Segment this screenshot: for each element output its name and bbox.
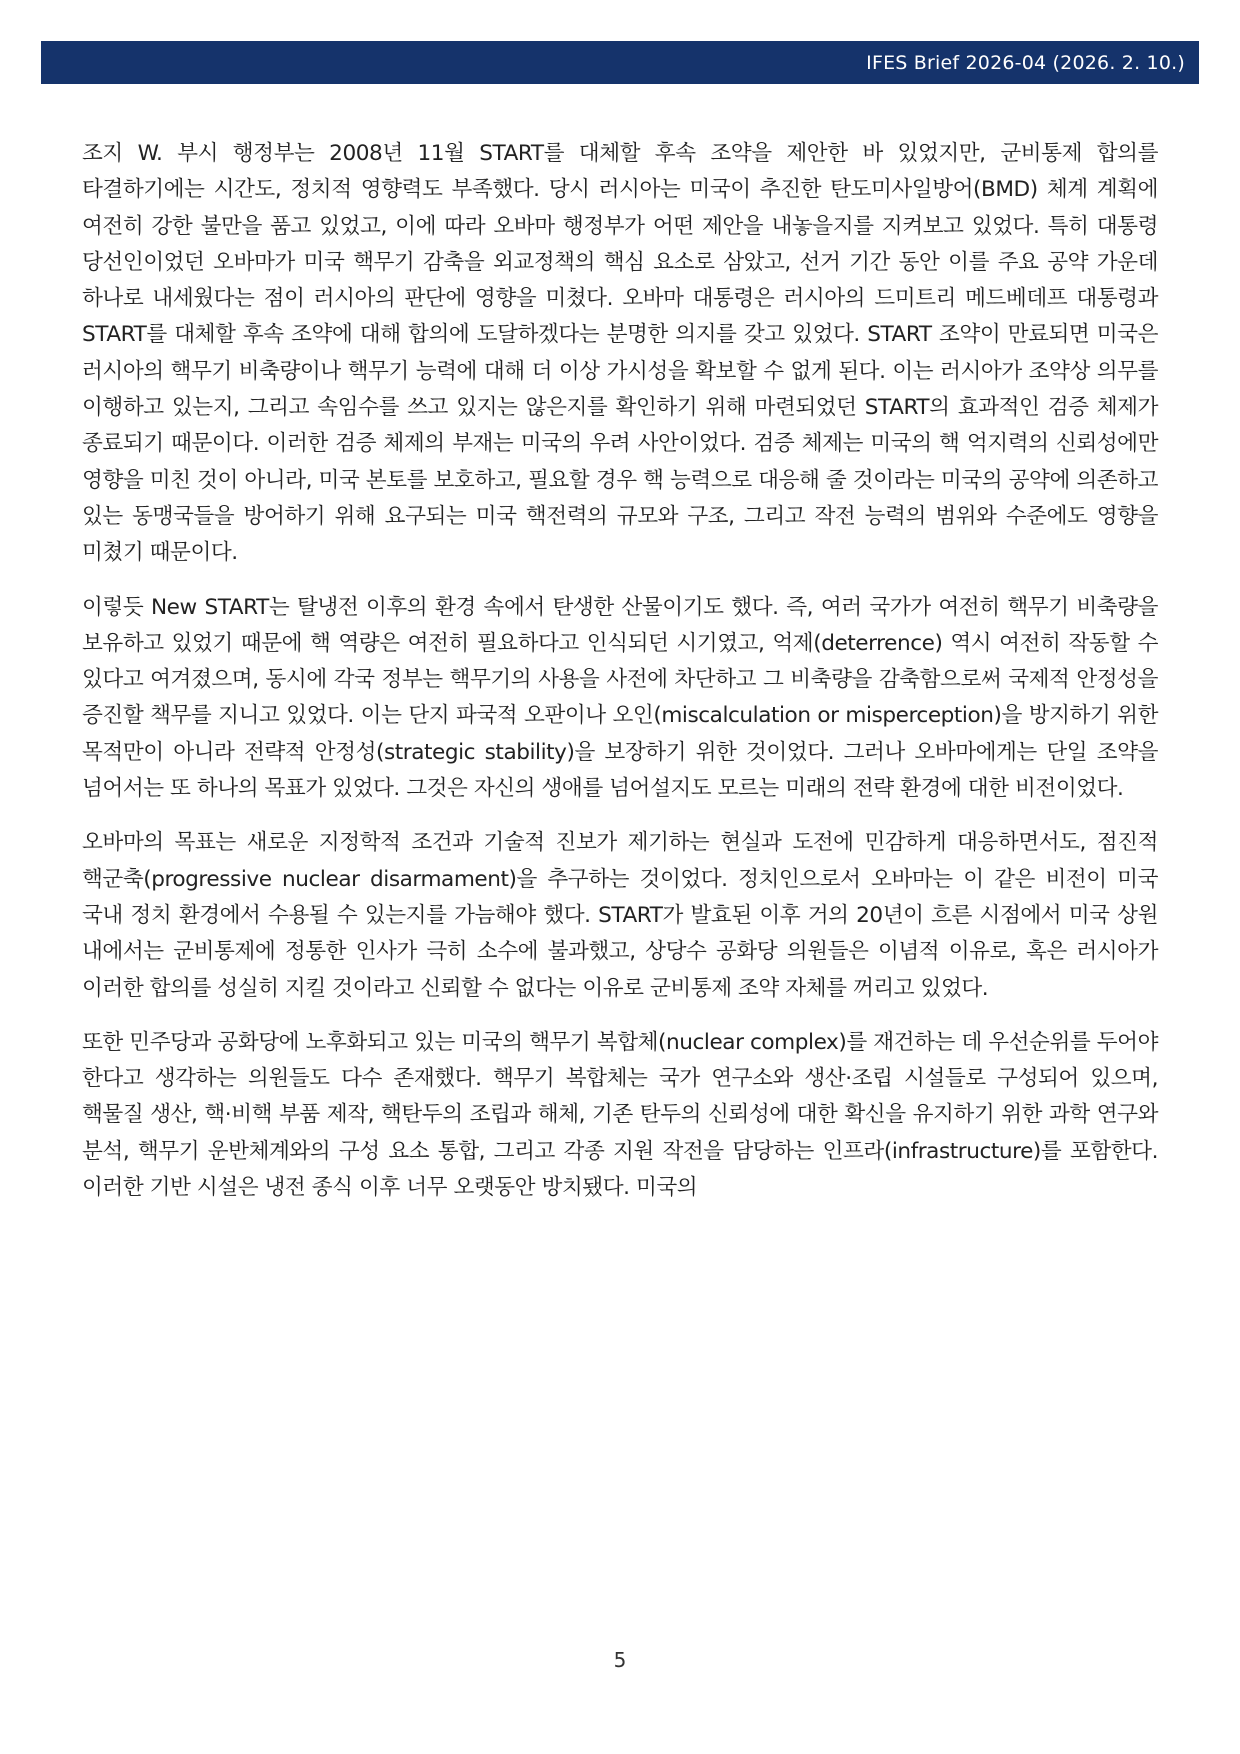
paragraph: 또한 민주당과 공화당에 노후화되고 있는 미국의 핵무기 복합체(nuclear complex)를 재건하는 데 우선순위를 두어야 한다고 생각하는 의원들도 다수 존재했다. 핵무기 복합체는 국가 연구소와 생산·조립 시설들로 구성되어 있으며, 핵물질 생산, 핵·비핵 부품 제작, 핵탄두의 조립과 해체, 기존 탄두의 신뢰성에 대한 확신을 유지하기 위한 과학 연구와 분석, 핵무기 운반체계와의 구성 요소 통합, 그리고 각종 지원 작전을 담당하는 인프라(infrastructure)를 포함한다. 이러한 기반 시설은 냉전 종식 이후 너무 오랫동안 방치됐다. 미국의 — [82, 1029, 1158, 1201]
header-title: IFES Brief 2026-04 (2026. 2. 10.) — [866, 51, 1185, 74]
paragraph: 오바마의 목표는 새로운 지정학적 조건과 기술적 진보가 제기하는 현실과 도전에 민감하게 대응하면서도, 점진적 핵군축(progressive nuclear disarmament)을 추구하는 것이었다. 정치인으로서 오바마는 이 같은 비전이 미국 국내 정치 환경에서 수용될 수 있는지를 가늠해야 했다. START가 발효된 이후 거의 20년이 흐른 시점에서 미국 상원 내에서는 군비통제에 정통한 인사가 극히 소수에 불과했고, 상당수 공화당 의원들은 이념적 이유로, 혹은 러시아가 이러한 합의를 성실히 지킬 것이라고 신뢰할 수 없다는 이유로 군비통제 조약 자체를 꺼리고 있었다. — [82, 830, 1158, 1001]
paragraph: 이렇듯 New START는 탈냉전 이후의 환경 속에서 탄생한 산물이기도 했다. 즉, 여러 국가가 여전히 핵무기 비축량을 보유하고 있었기 때문에 핵 역량은 여전히 필요하다고 인식되던 시기였고, 억제(deterrence) 역시 여전히 작동할 수 있다고 여겨졌으며, 동시에 각국 정부는 핵무기의 사용을 사전에 차단하고 그 비축량을 감축함으로써 국제적 안정성을 증진할 책무를 지니고 있었다. 이는 단지 파국적 오판이나 오인(miscalculation or misperception)을 방지하기 위한 목적만이 아니라 전략적 안정성(strategic stability)을 보장하기 위한 것이었다. 그러나 오바마에게는 단일 조약을 넘어서는 또 하나의 목표가 있었다. 그것은 자신의 생애를 넘어설지도 모르는 미래의 전략 환경에 대한 비전이었다. — [82, 594, 1158, 802]
document-body — [82, 136, 1158, 1224]
header-bar — [41, 41, 1199, 84]
page-number: 5 — [613, 1648, 627, 1672]
paragraph: 조지 W. 부시 행정부는 2008년 11월 START를 대체할 후속 조약을 제안한 바 있었지만, 군비통제 합의를 타결하기에는 시간도, 정치적 영향력도 부족했다. 당시 러시아는 미국이 추진한 탄도미사일방어(BMD) 체계 계획에 여전히 강한 불만을 품고 있었고, 이에 따라 오바마 행정부가 어떤 제안을 내놓을지를 지켜보고 있었다. 특히 대통령 당선인이었던 오바마가 미국 핵무기 감축을 외교정책의 핵심 요소로 삼았고, 선거 기간 동안 이를 주요 공약 가운데 하나로 내세웠다는 점이 러시아의 판단에 영향을 미쳤다. 오바마 대통령은 러시아의 드미트리 메드베데프 대통령과 START를 대체할 후속 조약에 대해 합의에 도달하겠다는 분명한 의지를 갖고 있었다. START 조약이 만료되면 미국은 러시아의 핵무기 비축량이나 핵무기 능력에 대해 더 이상 가시성을 확보할 수 없게 된다. 이는 러시아가 조약상 의무를 이행하고 있는지, 그리고 속임수를 쓰고 있지는 않은지를 확인하기 위해 마련되었던 START의 효과적인 검증 체제가 종료되기 때문이다. 이러한 검증 체제의 부재는 미국의 우려 사안이었다. 검증 체제는 미국의 핵 억지력의 신뢰성에만 영향을 미친 것이 아니라, 미국 본토를 보호하고, 필요할 경우 핵 능력으로 대응해 줄 것이라는 미국의 공약에 의존하고 있는 동맹국들을 방어하기 위해 요구되는 미국 핵전력의 규모와 구조, 그리고 작전 능력의 범위와 수준에도 영향을 미쳤기 때문이다. — [82, 141, 1158, 566]
